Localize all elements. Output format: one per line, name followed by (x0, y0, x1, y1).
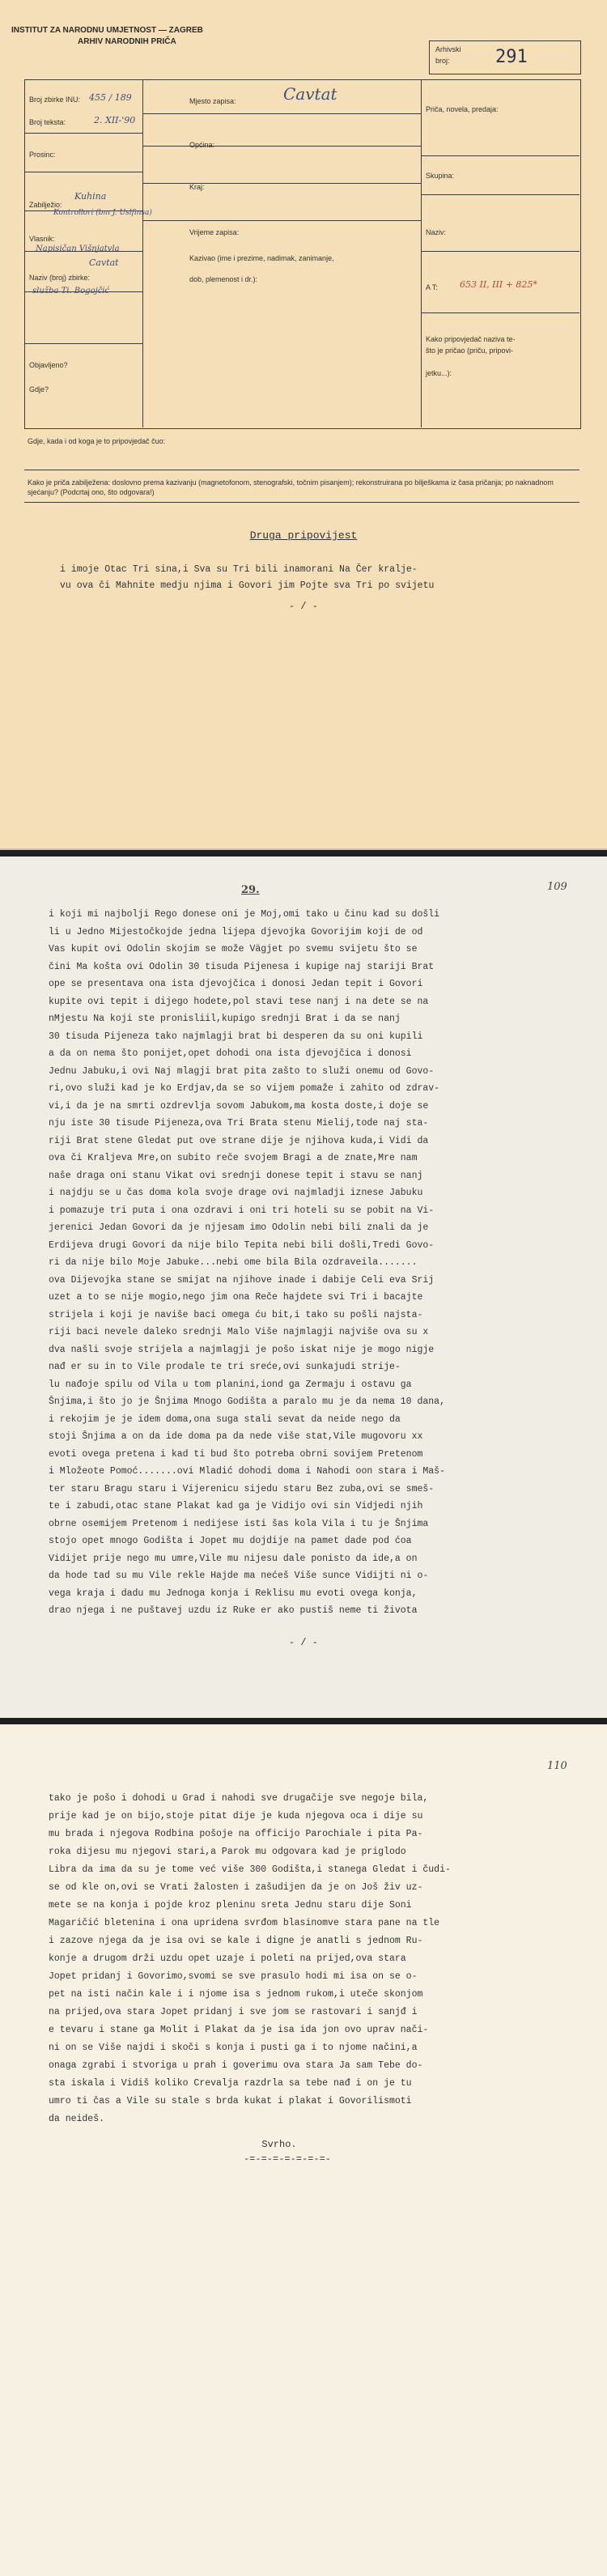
archive-label-2: broj: (435, 57, 450, 65)
text-line: ope se presentava ona ista djevojčica i donosi Jedan tepit i Govori (49, 979, 423, 989)
kazivac-label: Kazivao (ime i prezime, nadimak, zanimanje, (189, 254, 334, 262)
text-line: ova či Kraljeva Mre,on subito reče svojem Bragi a de znate,Mre nam (49, 1153, 418, 1163)
text-line: i rekojim je je idem doma,ona suga stali sevat da neide nego da (49, 1413, 401, 1425)
text-line: Vas kupit ovi Odolin skojim se može Vägjet po svemu svijetu što se (49, 944, 418, 954)
mjesto-value: Cavtat (283, 84, 337, 104)
text-line: Magaričić bletenina i ona upridena svrđom blasinomve stara pane na tle (49, 1918, 440, 1928)
naziv-zbirke-value: služba Ti. Bogojčić (32, 287, 110, 295)
text-line: pet na isti način kale i i njome isa s jednom rukom,i uteče skonjom (49, 1989, 423, 2000)
prosinc-label: Prosinc: (29, 151, 56, 159)
text-line: mete se na konja i pojde kroz pleninu sreta Jednu staru dije Soni (49, 1900, 412, 1911)
text-line: ri da nije bilo Moje Jabuke...nebi ome bila Bila ozdraveila....... (49, 1257, 418, 1268)
form-sheet (0, 0, 607, 850)
text-line: tako je pošo i dohodi u Grad i nahodi sve drugačije sve negoje bila, (49, 1793, 429, 1804)
kraj-label: Kraj: (189, 183, 205, 191)
text-line: nju iste 30 tisude Pijeneza,ova Tri Brata stenu Mielij,tode naj sta- (49, 1118, 429, 1129)
text-line: Libra da ima da su je tome već više 300 Godišta,i stanega Gledat i čudi- (49, 1864, 451, 1875)
mjesto-label: Mjesto zapisa: (189, 97, 236, 105)
text-line: da hode tad su mu Vile rekle Hajde ma nećeš Više sunce Vidijti ni o- (49, 1571, 429, 1581)
text-line: roka dijesu mu njegovi stari,a Parok mu odgovara kad je priglodo (49, 1847, 406, 1857)
vrijeme-label: Vrijeme zapisa: (189, 228, 240, 236)
page-separator (0, 1718, 607, 1724)
kako-label-3: jetku...): (426, 369, 452, 377)
prica-label: Priča, novela, predaja: (426, 105, 499, 113)
objavljeno-label: Objavljeno? (29, 361, 68, 369)
text-line: vi,i da je na smrti ozdrevlja sovom Jabukom,ma kosta doste,i doje se (49, 1100, 429, 1112)
text-line: a da on nema što ponijet,opet dohodi ona ista djevojčica i donosi (49, 1048, 412, 1059)
kako-label-2: što je pričao (priču, pripovi- (426, 346, 514, 355)
page-three (0, 1724, 607, 2576)
text-line: umro ti čas a Vile su stale s brda kukat i plakat i Govorilismoti (49, 2096, 412, 2106)
text-line: ni on se Više najdi i skoči s konja i pusti ga i to njome načini,a (49, 2043, 418, 2053)
text-line: i pomazuje tri puta i ona ozdravi i oni tri hoteli su se pobit na Vi- (49, 1205, 435, 1216)
text-line: na prijed,ova stara Jopet pridanj i sve jom se rastovari i sanjđ i (49, 2007, 418, 2017)
corner-number: 110 (547, 1760, 567, 1772)
text-line: prije kad je on bijo,stoje pitat dije je kuda njegova oca i dije su (49, 1811, 423, 1821)
skupina-label: Skupina: (426, 172, 455, 180)
archive-label: Arhivski (435, 45, 461, 53)
opcina-label: Općina: (189, 141, 215, 149)
zabiljezio-label: Zabilježio: (29, 201, 62, 209)
text-line: te i zabudi,otac stane Plakat kad ga je Vidijo ovi sin Vidjedi njih (49, 1501, 423, 1511)
text-line: dva našli svoje strijela a najmlagji je pošo iskat nije je mogo nigje (49, 1344, 435, 1355)
text-line: vega kraja i dadu mu Jednoga konja i Reklisu mu evoti ovega konja, (49, 1588, 418, 1599)
text-line: konje a drugom drži uzdu opet uzaje i poleti na prijed,ova stara (49, 1953, 406, 1964)
vlasnik-label: Vlasnik: (29, 235, 55, 243)
text-line: Vidijet prije nego mu umre,Vile mu nijesu dale ponisto da ide,a on (49, 1553, 418, 1564)
corner-number: 109 (547, 881, 567, 893)
text-line: Jednu Jabuku,i ovi Naj mlagji brat pita zašto to služi onemu od Govo- (49, 1065, 435, 1077)
kako-zabiljezeno-label: Kako je priča zabilježena: doslovno prema kazivanju (magnetofonom, stenografski, točnim pisanjem); rekonstruirana po bilješkama iz časa pričanja; po naknadnom sjećanju? (Podcrtaj ono, što odgovara!) (28, 478, 554, 496)
story-title: Druga pripovijest (249, 529, 358, 542)
text-line: naše draga oni stanu Vikat ovi srednji donese tepit i stavu se nanj (49, 1170, 423, 1181)
at-value: 653 II, III + 825* (460, 279, 537, 290)
story-intro-line: vu ova či Mahnite medju njima i Govori jim Pojte sva Tri po svijetu (60, 580, 435, 591)
story-intro-end: - / - (288, 601, 318, 612)
broj-zbirke-label: Broj zbirke INU: (29, 96, 81, 104)
text-line: lu nađoje spilu od Vila u tom planini,iond ga Zermaju i ostavu ga (49, 1379, 412, 1390)
text-line: strijela i koji je naviše baci omega ću bit,i tako su pošli najsta- (49, 1309, 423, 1320)
text-line: e tevaru i stane ga Molit i Plakat da je isa ida jon ovo uprav nači- (49, 2025, 429, 2035)
gdje-label: Gdje? (29, 385, 49, 393)
text-line: da neideš. (49, 2114, 105, 2124)
text-line: nađ er su in to Vile prodale te tri sreće,ovi sunkajudi strije- (49, 1362, 401, 1372)
naziv-label: Naziv: (426, 228, 447, 236)
page-number: 29. (241, 884, 260, 896)
text-line: Erdijeva drugi Govori da nije bilo Tepita nebi bili došli,Tredi Govo- (49, 1239, 435, 1251)
kako-label: Kako pripovjedač naziva te- (426, 335, 516, 343)
page-separator (0, 850, 607, 857)
end-word: Svrho. (261, 2139, 297, 2150)
text-line: stoji Šnjima a on da ide doma pa da nede više stat,Vile mugovoru xx (49, 1431, 423, 1442)
text-line: Jopet pridanj i Govorimo,svomi se sve prasulo hodi mi isa on se o- (49, 1971, 418, 1982)
end-dashes: -=-=-=-=-=-=-=- (243, 2153, 332, 2165)
archive-title: ARHIV NARODNIH PRIČA (78, 37, 176, 46)
text-line: kupite ovi tepit i dijego hodete,pol stavi tese nanj i na dete se na (49, 996, 429, 1007)
archive-number: 291 (495, 47, 528, 67)
text-line: jerenici Jedan Govori da je njjesam imo Odolin nebi bili znali da je (49, 1222, 429, 1233)
zabiljezio-value-2: Kontrollori (bm J. Uslfinsa) (53, 209, 152, 217)
text-line: li u Jedno Mijestočkojde jedna lijepa djevojka Govorijim koji de od (49, 926, 423, 937)
text-line: mu brada i njegova Rodbina pošoje na officijo Parochiale i pita Pa- (49, 1829, 423, 1839)
broj-teksta-value: 2. XII-'90 (94, 115, 136, 125)
page-two (0, 857, 607, 1718)
text-line: i Mložeote Pomoć.......ovi Mladić dohodi doma i Nahodi oon stara i Maš- (49, 1466, 445, 1477)
institute-title: INSTITUT ZA NARODNU UMJETNOST — ZAGREB (11, 26, 203, 35)
text-line: ova Dijevojka stane se smijat na njihove inade i dabije Celi eva Srij (49, 1274, 435, 1286)
text-line: 30 tisuda Pijeneza tako najmlagji brat bi desperen da su oni kupili (49, 1031, 423, 1042)
text-line: ri,ovo služi kad je ko Erdjav,da se so vijem pomaže i zahito od zdrav- (49, 1083, 440, 1094)
naziv-zbirke-label: Naziv (broj) zbirke: (29, 274, 91, 282)
text-line: se od kle on,ovi se Vrati žalosten i zašudijen da je on Još živ uz- (49, 1882, 423, 1893)
broj-teksta-label: Broj teksta: (29, 118, 66, 126)
vlasnik-value: Napisičan Višnjatvla (36, 244, 120, 253)
text-line: Šnjima,i što jo je Šnjima Mnogo Godišta a paralo mu je da nema 10 dana, (49, 1396, 445, 1407)
text-line: riji Brat stene Gledat put ove strane dije je njihova kuda,i Vidi da (49, 1135, 429, 1146)
text-line: sta iskala i Vidiš koliko Crevalja razdrla sa tebe nađ i on je tu (49, 2078, 412, 2089)
text-line: ter staru Bragu staru i Vijerenicu sijedu staru Bez zuba,ovi se smeš- (49, 1483, 435, 1494)
story-intro-line: i imoje Otac Tri sina,i Sva su Tri bili inamorani Na Čer kralje- (60, 564, 418, 575)
text-line: i zazove njega da je isa ovi se kale i digne je anatli s jednom Ru- (49, 1936, 423, 1946)
text-line: riji baci nevele daleko srednji Malo Više najmlagji najviše ova su x (49, 1327, 429, 1337)
text-line: onaga zgrabi i stvoriga u prah i goverimu ova stara Ja sam Tebe do- (49, 2060, 423, 2071)
text-line: nMjestu Na koji ste pronisliil,kupigo srednji Brat i da se nanj (49, 1014, 401, 1024)
text-line: evoti ovega pretena i kad ti bud što potreba obrni sovijem Pretenom (49, 1448, 423, 1460)
text-line: i koji mi najbolji Rego donese oni je Moj,omi tako u činu kad su došli (49, 909, 440, 920)
at-label: A T: (426, 283, 438, 291)
broj-zbirke-value: 455 / 189 (89, 92, 132, 103)
text-line: uzet a to se nije mogio,nego jim ona Reče hajdete svi Tri i bacajte (49, 1292, 423, 1303)
text-line: drao njega i ne puštavej uzdu iz Ruke er ako pustiš neme ti života (49, 1605, 418, 1616)
text-line: i najdju se u čas doma kola svoje drage ovi najmladji iznese Jabuku (49, 1188, 423, 1198)
text-line: obrne osemijem Pretenom i nedijese isti šas kola Vila i tu je Šnjima (49, 1518, 429, 1529)
vlasnik-value-2: Cavtat (89, 257, 119, 268)
gdje-kada-label: Gdje, kada i od koga je to pripovjedač čuo: (28, 437, 166, 445)
page-two-end: - / - (288, 1637, 318, 1648)
zabiljezio-value: Kuhina (74, 191, 107, 202)
text-line: čini Ma košta ovi Odolin 30 tisuda Pijenesa i kupige naj stariji Brat (49, 961, 435, 972)
text-line: stojo opet mnogo Godišta i Jopet mu dojdije na pamet dade pod ćoa (49, 1536, 412, 1546)
kazivac-label-2: dob, plemenost i dr.): (189, 275, 258, 283)
